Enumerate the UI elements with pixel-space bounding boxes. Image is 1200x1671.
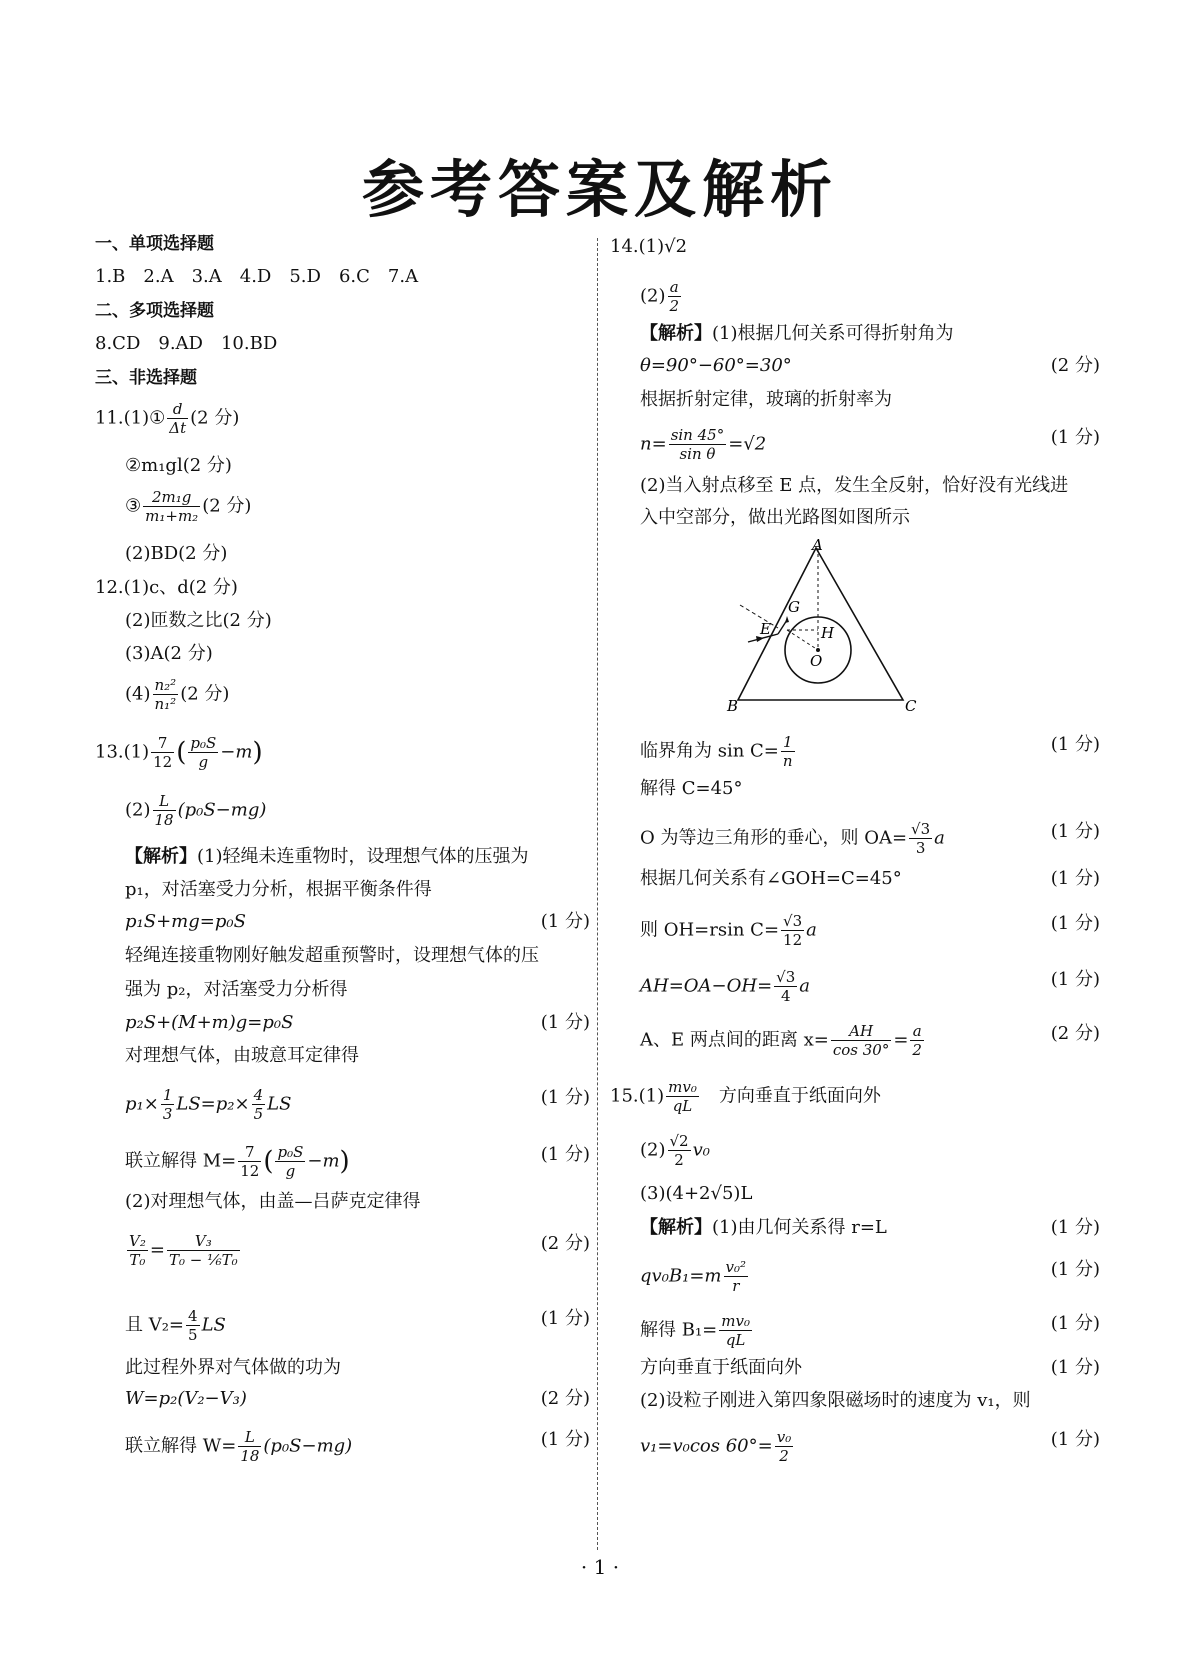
q14-eq7: 则 OH=rsin C= $\frac{√3}{12}$ a (1 分) bbox=[640, 912, 1100, 949]
q15-analysis-line2: 方向垂直于纸面向外 (1 分) bbox=[640, 1357, 1100, 1378]
q13-part1: 13.(1) $\frac{7}{12}$ ( $\frac{\text{p₀S}}{g}$ −m) bbox=[95, 734, 263, 771]
q14-eq8: AH=OA−OH= $\frac{√3}{4}$ a (1 分) bbox=[640, 968, 1100, 1005]
q11-part4: (2)BD(2 分) bbox=[125, 543, 228, 564]
q14-analysis-line2: 根据折射定律，玻璃的折射率为 bbox=[640, 389, 892, 410]
q13-part2: (2) $\frac{L}{18}$ (p₀S−mg) bbox=[125, 792, 267, 829]
section-heading-multi-choice: 二、多项选择题 bbox=[95, 301, 214, 321]
q15-eq3: v₁=v₀cos 60°= $\frac{\text{v₀}}{2}$ (1 分) bbox=[640, 1428, 1100, 1465]
label-O: O bbox=[810, 652, 823, 670]
q14-part2: (2) $\frac{a}{2}$ bbox=[640, 278, 680, 315]
q11-part3: ③ $\frac{\text{2m₁g}}{\text{m₁+m₂}}$ (2 分) bbox=[125, 488, 252, 525]
optics-diagram bbox=[727, 536, 970, 715]
page-number: · 1 · bbox=[580, 1555, 620, 1579]
q15-part1: 15.(1) $\frac{\text{mv₀}}{qL}$ 方向垂直于纸面向外 bbox=[610, 1078, 881, 1115]
q14-eq4: 解得 C=45° bbox=[640, 778, 743, 799]
label-B: B bbox=[727, 697, 739, 715]
q15-analysis-line1: 【解析】(1)由几何关系得 r=L (1 分) bbox=[640, 1217, 1100, 1238]
q13-eq2: p₂S+(M+m)g=p₀S (1 分) bbox=[125, 1012, 590, 1033]
q14-analysis-line1: 【解析】(1)根据几何关系可得折射角为 bbox=[640, 323, 954, 344]
q14-eq5: O 为等边三角形的垂心，则 OA= $\frac{√3}{3}$ a (1 分) bbox=[640, 820, 1100, 857]
q14-eq3: 临界角为 sin C= $\frac{1}{n}$ (1 分) bbox=[640, 733, 1100, 770]
q14-part1: 14.(1)√2 bbox=[610, 236, 688, 257]
section-heading-non-choice: 三、非选择题 bbox=[95, 368, 197, 388]
q13-analysis-line3: 轻绳连接重物刚好触发超重预警时，设理想气体的压 bbox=[125, 945, 539, 966]
page-title: 参考答案及解析 bbox=[361, 153, 838, 226]
q14-eq9: A、E 两点间的距离 x= $\frac{AH}{\cos 30^\circ}$ = $\frac{a}{2}$ (2 分) bbox=[640, 1022, 1100, 1059]
label-G: G bbox=[788, 598, 800, 616]
q14-eq6: 根据几何关系有∠GOH=C=45° (1 分) bbox=[640, 868, 1100, 889]
q15-part2: (2) $\frac{√2}{2}$ v₀ bbox=[640, 1132, 710, 1169]
q12-part4: (4) $\frac{\text{n₂²}}{\text{n₁²}}$ (2 分) bbox=[125, 676, 230, 713]
q14-eq2: n= $\frac{\sin 45^\circ}{\text{sin θ}}$ =√2 (1 分) bbox=[640, 426, 1100, 463]
q13-eq3: p₁× $\frac{1}{3}$ LS=p₂× $\frac{4}{5}$ LS (1 分) bbox=[125, 1086, 590, 1123]
q12-part1: 12.(1)c、d(2 分) bbox=[95, 577, 238, 598]
q13-eq7: W=p₂(V₂−V₃) (2 分) bbox=[125, 1388, 590, 1409]
q13-analysis-line4: 强为 p₂，对活塞受力分析得 bbox=[125, 979, 348, 1000]
q13-eq8: 联立解得 W= $\frac{L}{18}$ (p₀S−mg) (1 分) bbox=[125, 1428, 590, 1465]
q13-eq1: p₁S+mg=p₀S (1 分) bbox=[125, 911, 590, 932]
answers-single-choice: 1.B 2.A 3.A 4.D 5.D 6.C 7.A bbox=[95, 266, 419, 287]
q15-analysis-line3: (2)设粒子刚进入第四象限磁场时的速度为 v₁，则 bbox=[640, 1390, 1031, 1411]
q14-eq1: θ=90°−60°=30° (2 分) bbox=[640, 355, 1100, 376]
q14-analysis-line4: 入中空部分，做出光路图如图所示 bbox=[640, 507, 910, 528]
q11-num: 11.(1)① bbox=[95, 407, 166, 429]
q14-analysis-line3: (2)当入射点移至 E 点，发生全反射，恰好没有光线进 bbox=[640, 475, 1069, 496]
q15-eq2: 解得 B₁= $\frac{\text{mv₀}}{qL}$ (1 分) bbox=[640, 1312, 1100, 1349]
fraction-n2-n1: $\frac{\text{n₂²}}{\text{n₁²}}$ bbox=[154, 676, 177, 713]
column-divider bbox=[597, 238, 598, 1550]
q13-analysis-line2: p₁，对活塞受力分析，根据平衡条件得 bbox=[125, 879, 432, 900]
fraction-d-dt: $\frac{d}{\Delta t}$ bbox=[169, 400, 187, 437]
q15-eq1: qv₀B₁=m $\frac{\text{v₀²}}{r}$ (1 分) bbox=[640, 1258, 1100, 1295]
q13-eq5: $\frac{\text{V₂}}{\text{T₀}}$ = $\frac{\text{V₃}}{\text{T₀ − ⅙T₀}}$ (2 分) bbox=[129, 1232, 590, 1269]
q12-part2: (2)匝数之比(2 分) bbox=[125, 610, 272, 631]
q13-analysis-line7: 此过程外界对气体做的功为 bbox=[125, 1357, 341, 1378]
q13-eq6: 且 V₂= $\frac{4}{5}$ LS (1 分) bbox=[125, 1307, 590, 1344]
q11-score: (2 分) bbox=[190, 407, 240, 429]
q13-analysis-line5: 对理想气体，由玻意耳定律得 bbox=[125, 1045, 359, 1066]
q15-part3: (3)(4+2√5)L bbox=[640, 1183, 753, 1204]
q11-part1 bbox=[95, 400, 590, 437]
q13-eq4: 联立解得 M= $\frac{7}{12}$ ( $\frac{\text{p₀S}}{g}$ −m) (1 分) bbox=[125, 1143, 590, 1180]
q13-analysis-line1: 【解析】(1)轻绳未连重物时，设理想气体的压强为 bbox=[125, 846, 529, 867]
label-C: C bbox=[905, 697, 917, 715]
label-H: H bbox=[821, 624, 835, 642]
answers-multi-choice: 8.CD 9.AD 10.BD bbox=[95, 333, 278, 354]
q11-part2: ②m₁gl(2 分) bbox=[125, 455, 232, 476]
q12-part3: (3)A(2 分) bbox=[125, 643, 213, 664]
q13-analysis-line6: (2)对理想气体，由盖—吕萨克定律得 bbox=[125, 1191, 421, 1212]
section-heading-single-choice: 一、单项选择题 bbox=[95, 234, 214, 254]
fraction-2m1g: $\frac{\text{2m₁g}}{\text{m₁+m₂}}$ bbox=[145, 488, 199, 525]
label-A: A bbox=[812, 536, 823, 554]
label-E: E bbox=[760, 620, 771, 638]
